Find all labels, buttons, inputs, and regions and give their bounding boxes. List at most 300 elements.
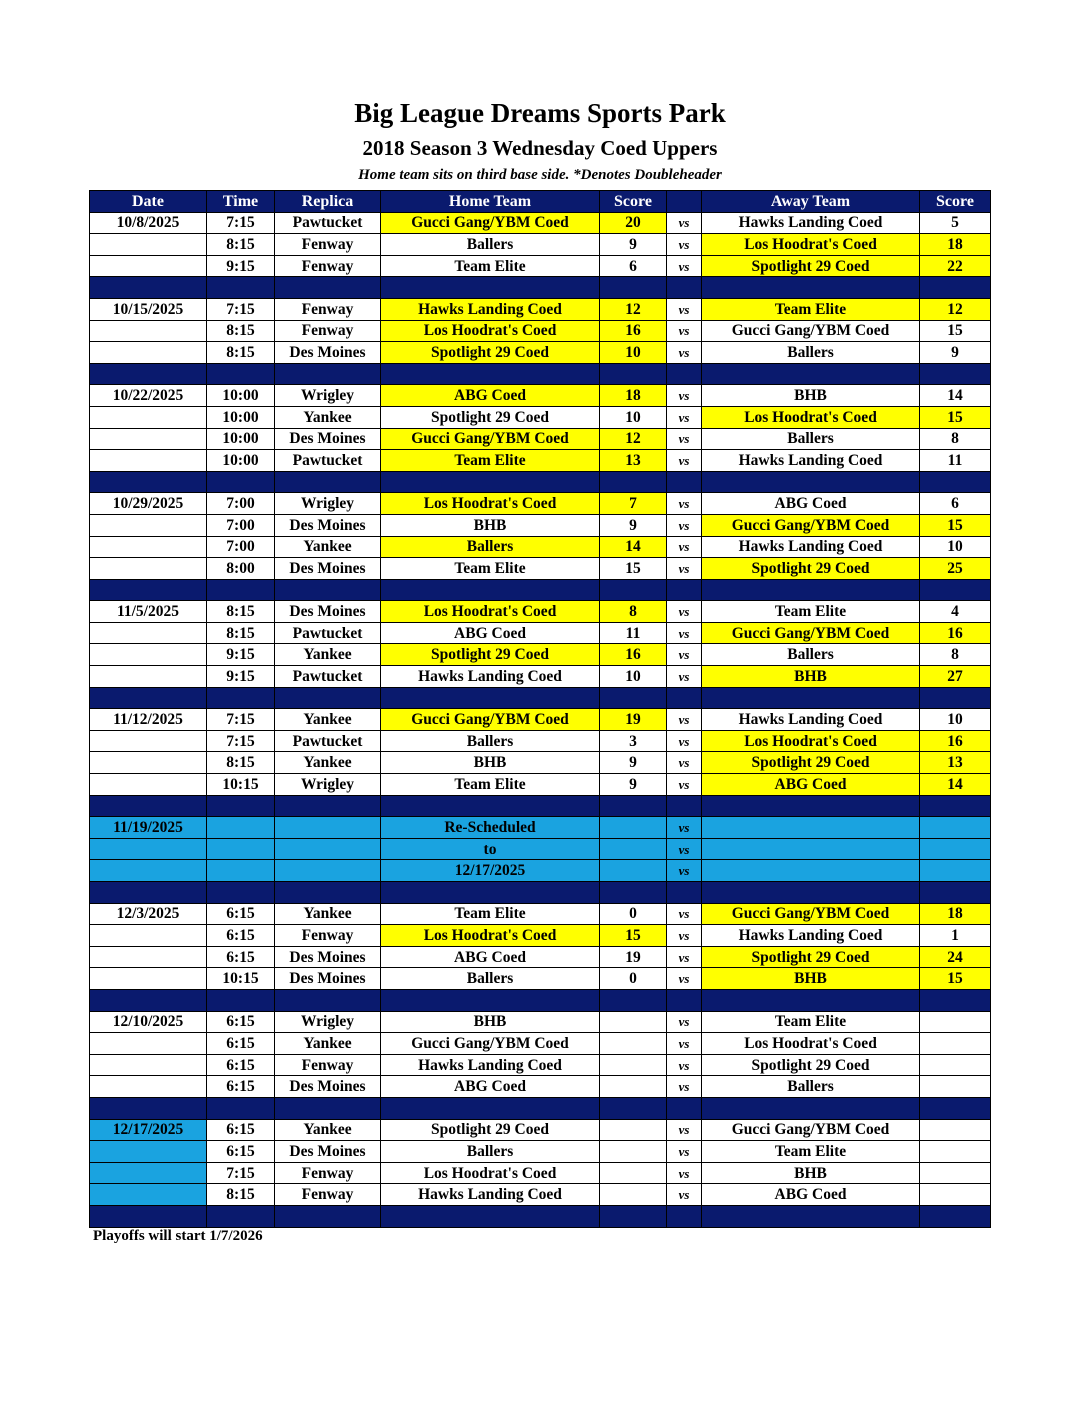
home-team-cell: Team Elite <box>381 255 600 277</box>
game-row <box>90 730 991 752</box>
game-row <box>90 298 991 320</box>
week-separator <box>90 795 991 817</box>
game-row <box>90 493 991 515</box>
date-cell: 12/17/2025 <box>90 1119 207 1141</box>
home-score-cell: 12 <box>600 428 667 450</box>
home-score-cell: 3 <box>600 730 667 752</box>
time-cell: 7:00 <box>207 514 275 536</box>
page-title: Big League Dreams Sports Park <box>354 98 726 128</box>
separator-cell <box>920 687 991 709</box>
replica-cell: Pawtucket <box>275 450 381 472</box>
home-team-cell: Spotlight 29 Coed <box>381 342 600 364</box>
game-row <box>90 428 991 450</box>
away-team-cell: Spotlight 29 Coed <box>702 1054 920 1076</box>
replica-cell <box>275 860 381 882</box>
game-row <box>90 385 991 407</box>
date-cell: 10/15/2025 <box>90 298 207 320</box>
away-score-cell: 14 <box>920 774 991 796</box>
replica-cell: Wrigley <box>275 1011 381 1033</box>
home-score-cell <box>600 860 667 882</box>
separator-cell <box>207 1205 275 1227</box>
away-score-cell: 15 <box>920 406 991 428</box>
time-cell: 6:15 <box>207 1076 275 1098</box>
separator-cell <box>667 363 702 385</box>
home-score-cell <box>600 1076 667 1098</box>
separator-cell <box>381 795 600 817</box>
separator-cell <box>275 1205 381 1227</box>
home-team-cell: Ballers <box>381 234 600 256</box>
home-team-cell: Ballers <box>381 968 600 990</box>
week-separator <box>90 579 991 601</box>
vs-cell: vs <box>667 644 702 666</box>
home-score-cell <box>600 1054 667 1076</box>
separator-cell <box>207 363 275 385</box>
time-cell: 10:00 <box>207 450 275 472</box>
game-row <box>90 666 991 688</box>
vs-cell: vs <box>667 234 702 256</box>
separator-cell <box>275 882 381 904</box>
away-score-cell <box>920 1184 991 1206</box>
away-score-cell: 12 <box>920 298 991 320</box>
schedule-body <box>90 212 991 1227</box>
vs-cell: vs <box>667 428 702 450</box>
game-row <box>90 1054 991 1076</box>
date-cell: 10/29/2025 <box>90 493 207 515</box>
away-score-cell: 16 <box>920 730 991 752</box>
away-team-cell: Hawks Landing Coed <box>702 212 920 234</box>
away-team-cell: Team Elite <box>702 1011 920 1033</box>
away-team-cell: BHB <box>702 385 920 407</box>
game-row <box>90 838 991 860</box>
replica-cell: Des Moines <box>275 514 381 536</box>
game-row <box>90 860 991 882</box>
home-score-cell <box>600 1011 667 1033</box>
time-cell: 8:00 <box>207 558 275 580</box>
time-cell: 6:15 <box>207 925 275 947</box>
away-score-cell: 6 <box>920 493 991 515</box>
away-score-cell: 15 <box>920 320 991 342</box>
vs-cell: vs <box>667 925 702 947</box>
away-score-cell: 15 <box>920 968 991 990</box>
separator-cell <box>275 277 381 299</box>
away-team-cell <box>702 838 920 860</box>
away-score-cell: 5 <box>920 212 991 234</box>
game-row <box>90 644 991 666</box>
replica-cell: Des Moines <box>275 428 381 450</box>
separator-cell <box>275 989 381 1011</box>
away-team-cell: Spotlight 29 Coed <box>702 752 920 774</box>
time-cell: 7:15 <box>207 212 275 234</box>
separator-cell <box>90 1205 207 1227</box>
separator-cell <box>667 882 702 904</box>
date-cell <box>90 234 207 256</box>
away-team-cell: Los Hoodrat's Coed <box>702 1033 920 1055</box>
replica-cell: Yankee <box>275 752 381 774</box>
vs-cell: vs <box>667 860 702 882</box>
home-team-cell: Gucci Gang/YBM Coed <box>381 212 600 234</box>
away-team-cell: Gucci Gang/YBM Coed <box>702 320 920 342</box>
separator-cell <box>667 471 702 493</box>
time-cell: 7:15 <box>207 1162 275 1184</box>
col-date: Date <box>90 191 207 213</box>
replica-cell: Des Moines <box>275 342 381 364</box>
vs-cell: vs <box>667 1119 702 1141</box>
date-cell <box>90 255 207 277</box>
date-cell <box>90 1076 207 1098</box>
separator-cell <box>90 687 207 709</box>
home-team-cell: Re-Scheduled <box>381 817 600 839</box>
week-separator <box>90 1097 991 1119</box>
home-team-cell: ABG Coed <box>381 946 600 968</box>
date-cell: 12/3/2025 <box>90 903 207 925</box>
game-row <box>90 709 991 731</box>
away-team-cell: Spotlight 29 Coed <box>702 255 920 277</box>
home-score-cell: 16 <box>600 644 667 666</box>
col-home-team: Home Team <box>381 191 600 213</box>
home-score-cell: 10 <box>600 342 667 364</box>
separator-cell <box>702 687 920 709</box>
away-score-cell <box>920 1033 991 1055</box>
time-cell: 7:00 <box>207 536 275 558</box>
away-team-cell: BHB <box>702 1162 920 1184</box>
date-cell <box>90 536 207 558</box>
replica-cell: Des Moines <box>275 601 381 623</box>
home-team-cell: ABG Coed <box>381 385 600 407</box>
home-score-cell <box>600 838 667 860</box>
game-row <box>90 1184 991 1206</box>
replica-cell: Yankee <box>275 536 381 558</box>
home-team-cell: ABG Coed <box>381 622 600 644</box>
separator-cell <box>702 277 920 299</box>
separator-cell <box>702 1097 920 1119</box>
replica-cell: Yankee <box>275 709 381 731</box>
week-separator <box>90 363 991 385</box>
home-team-cell: Team Elite <box>381 450 600 472</box>
separator-cell <box>275 795 381 817</box>
game-row <box>90 946 991 968</box>
date-cell <box>90 925 207 947</box>
date-cell <box>90 1033 207 1055</box>
away-score-cell: 13 <box>920 752 991 774</box>
vs-cell: vs <box>667 1184 702 1206</box>
replica-cell: Fenway <box>275 1184 381 1206</box>
away-score-cell <box>920 1054 991 1076</box>
home-score-cell: 20 <box>600 212 667 234</box>
separator-cell <box>207 882 275 904</box>
separator-cell <box>920 471 991 493</box>
away-team-cell: ABG Coed <box>702 774 920 796</box>
time-cell: 9:15 <box>207 644 275 666</box>
away-score-cell: 14 <box>920 385 991 407</box>
separator-cell <box>275 471 381 493</box>
date-cell <box>90 666 207 688</box>
home-score-cell: 7 <box>600 493 667 515</box>
away-team-cell: Spotlight 29 Coed <box>702 558 920 580</box>
separator-cell <box>667 277 702 299</box>
vs-cell: vs <box>667 1011 702 1033</box>
game-row <box>90 1119 991 1141</box>
home-team-cell: ABG Coed <box>381 1076 600 1098</box>
away-team-cell: Ballers <box>702 428 920 450</box>
date-cell <box>90 860 207 882</box>
home-score-cell: 6 <box>600 255 667 277</box>
vs-cell: vs <box>667 342 702 364</box>
week-separator <box>90 882 991 904</box>
playoffs-note: Playoffs will start 1/7/2026 <box>93 1228 263 1244</box>
col-away-team: Away Team <box>702 191 920 213</box>
away-score-cell: 1 <box>920 925 991 947</box>
col-vs <box>667 191 702 213</box>
time-cell: 8:15 <box>207 1184 275 1206</box>
vs-cell: vs <box>667 558 702 580</box>
away-score-cell <box>920 860 991 882</box>
replica-cell: Fenway <box>275 925 381 947</box>
away-team-cell: Team Elite <box>702 1141 920 1163</box>
home-score-cell: 8 <box>600 601 667 623</box>
separator-cell <box>381 471 600 493</box>
replica-cell: Pawtucket <box>275 212 381 234</box>
home-team-cell: Los Hoodrat's Coed <box>381 601 600 623</box>
home-team-cell: Los Hoodrat's Coed <box>381 320 600 342</box>
game-row <box>90 342 991 364</box>
date-cell <box>90 838 207 860</box>
week-separator <box>90 1205 991 1227</box>
time-cell: 10:00 <box>207 428 275 450</box>
away-score-cell: 10 <box>920 536 991 558</box>
home-score-cell: 0 <box>600 903 667 925</box>
home-team-cell: Team Elite <box>381 774 600 796</box>
date-cell: 11/12/2025 <box>90 709 207 731</box>
time-cell <box>207 838 275 860</box>
separator-cell <box>667 1097 702 1119</box>
game-row <box>90 968 991 990</box>
separator-cell <box>600 363 667 385</box>
away-score-cell: 9 <box>920 342 991 364</box>
home-score-cell: 9 <box>600 752 667 774</box>
time-cell <box>207 817 275 839</box>
away-team-cell: Hawks Landing Coed <box>702 709 920 731</box>
time-cell: 6:15 <box>207 946 275 968</box>
home-team-cell: Ballers <box>381 536 600 558</box>
home-team-cell: Gucci Gang/YBM Coed <box>381 428 600 450</box>
col-time: Time <box>207 191 275 213</box>
separator-cell <box>381 363 600 385</box>
home-score-cell: 15 <box>600 558 667 580</box>
away-team-cell: BHB <box>702 666 920 688</box>
replica-cell <box>275 817 381 839</box>
game-row <box>90 903 991 925</box>
separator-cell <box>920 363 991 385</box>
separator-cell <box>702 579 920 601</box>
away-score-cell: 15 <box>920 514 991 536</box>
replica-cell: Des Moines <box>275 1076 381 1098</box>
page-note: Home team sits on third base side. *Denotes Doubleheader <box>358 167 722 183</box>
separator-cell <box>275 1097 381 1119</box>
date-cell <box>90 1141 207 1163</box>
game-row <box>90 514 991 536</box>
away-score-cell: 8 <box>920 644 991 666</box>
game-row <box>90 817 991 839</box>
replica-cell: Yankee <box>275 1033 381 1055</box>
time-cell: 8:15 <box>207 320 275 342</box>
time-cell: 6:15 <box>207 1033 275 1055</box>
away-team-cell: Ballers <box>702 342 920 364</box>
separator-cell <box>381 882 600 904</box>
separator-cell <box>702 1205 920 1227</box>
vs-cell: vs <box>667 1054 702 1076</box>
date-cell: 12/10/2025 <box>90 1011 207 1033</box>
home-score-cell <box>600 1119 667 1141</box>
away-score-cell <box>920 1076 991 1098</box>
replica-cell: Des Moines <box>275 968 381 990</box>
away-team-cell: Ballers <box>702 1076 920 1098</box>
game-row <box>90 1011 991 1033</box>
separator-cell <box>381 579 600 601</box>
home-score-cell: 18 <box>600 385 667 407</box>
away-score-cell <box>920 1011 991 1033</box>
time-cell: 6:15 <box>207 1119 275 1141</box>
vs-cell: vs <box>667 903 702 925</box>
time-cell: 7:15 <box>207 709 275 731</box>
home-team-cell: Hawks Landing Coed <box>381 1184 600 1206</box>
separator-cell <box>920 277 991 299</box>
away-score-cell: 4 <box>920 601 991 623</box>
date-cell: 10/8/2025 <box>90 212 207 234</box>
separator-cell <box>667 795 702 817</box>
replica-cell: Fenway <box>275 1162 381 1184</box>
home-score-cell <box>600 1033 667 1055</box>
home-score-cell: 9 <box>600 774 667 796</box>
col-home-score: Score <box>600 191 667 213</box>
separator-cell <box>920 989 991 1011</box>
vs-cell: vs <box>667 666 702 688</box>
away-team-cell: Ballers <box>702 644 920 666</box>
vs-cell: vs <box>667 752 702 774</box>
time-cell: 6:15 <box>207 1054 275 1076</box>
vs-cell: vs <box>667 493 702 515</box>
col-replica: Replica <box>275 191 381 213</box>
game-row <box>90 925 991 947</box>
date-cell <box>90 558 207 580</box>
vs-cell: vs <box>667 406 702 428</box>
replica-cell: Yankee <box>275 644 381 666</box>
home-score-cell: 10 <box>600 406 667 428</box>
separator-cell <box>275 579 381 601</box>
vs-cell: vs <box>667 255 702 277</box>
home-team-cell: Los Hoodrat's Coed <box>381 493 600 515</box>
time-cell: 9:15 <box>207 255 275 277</box>
home-team-cell: Hawks Landing Coed <box>381 298 600 320</box>
home-team-cell: to <box>381 838 600 860</box>
schedule-table <box>89 190 991 1228</box>
date-cell <box>90 1162 207 1184</box>
away-score-cell <box>920 1141 991 1163</box>
separator-cell <box>702 471 920 493</box>
date-cell: 11/19/2025 <box>90 817 207 839</box>
replica-cell: Fenway <box>275 255 381 277</box>
away-team-cell: BHB <box>702 968 920 990</box>
vs-cell: vs <box>667 298 702 320</box>
replica-cell: Yankee <box>275 903 381 925</box>
away-score-cell: 10 <box>920 709 991 731</box>
separator-cell <box>920 1097 991 1119</box>
separator-cell <box>702 882 920 904</box>
home-team-cell: Los Hoodrat's Coed <box>381 925 600 947</box>
separator-cell <box>207 471 275 493</box>
away-score-cell: 8 <box>920 428 991 450</box>
vs-cell: vs <box>667 320 702 342</box>
time-cell: 6:15 <box>207 903 275 925</box>
date-cell <box>90 622 207 644</box>
game-row <box>90 450 991 472</box>
time-cell: 8:15 <box>207 601 275 623</box>
away-team-cell: ABG Coed <box>702 1184 920 1206</box>
home-team-cell: Spotlight 29 Coed <box>381 1119 600 1141</box>
home-score-cell: 9 <box>600 234 667 256</box>
date-cell <box>90 1054 207 1076</box>
separator-cell <box>600 795 667 817</box>
time-cell: 8:15 <box>207 752 275 774</box>
away-score-cell: 16 <box>920 622 991 644</box>
time-cell: 7:00 <box>207 493 275 515</box>
home-team-cell: BHB <box>381 514 600 536</box>
date-cell <box>90 514 207 536</box>
game-row <box>90 1141 991 1163</box>
vs-cell: vs <box>667 514 702 536</box>
home-team-cell: Gucci Gang/YBM Coed <box>381 1033 600 1055</box>
home-team-cell: Ballers <box>381 1141 600 1163</box>
separator-cell <box>275 687 381 709</box>
separator-cell <box>207 795 275 817</box>
home-score-cell: 19 <box>600 709 667 731</box>
game-row <box>90 1076 991 1098</box>
separator-cell <box>702 795 920 817</box>
separator-cell <box>381 1205 600 1227</box>
separator-cell <box>600 989 667 1011</box>
time-cell: 7:15 <box>207 298 275 320</box>
separator-cell <box>381 1097 600 1119</box>
home-score-cell <box>600 817 667 839</box>
replica-cell: Fenway <box>275 320 381 342</box>
vs-cell: vs <box>667 536 702 558</box>
away-team-cell: Hawks Landing Coed <box>702 536 920 558</box>
home-score-cell <box>600 1162 667 1184</box>
replica-cell: Pawtucket <box>275 666 381 688</box>
separator-cell <box>600 277 667 299</box>
time-cell: 10:15 <box>207 968 275 990</box>
home-score-cell: 13 <box>600 450 667 472</box>
away-team-cell: Los Hoodrat's Coed <box>702 730 920 752</box>
separator-cell <box>920 882 991 904</box>
replica-cell: Yankee <box>275 406 381 428</box>
home-score-cell: 14 <box>600 536 667 558</box>
vs-cell: vs <box>667 212 702 234</box>
separator-cell <box>920 1205 991 1227</box>
game-row <box>90 1033 991 1055</box>
date-cell <box>90 644 207 666</box>
date-cell <box>90 752 207 774</box>
home-score-cell: 11 <box>600 622 667 644</box>
vs-cell: vs <box>667 1141 702 1163</box>
home-score-cell <box>600 1141 667 1163</box>
vs-cell: vs <box>667 817 702 839</box>
away-score-cell: 18 <box>920 234 991 256</box>
date-cell <box>90 946 207 968</box>
away-team-cell: Los Hoodrat's Coed <box>702 234 920 256</box>
week-separator <box>90 277 991 299</box>
home-team-cell: Spotlight 29 Coed <box>381 406 600 428</box>
home-score-cell: 0 <box>600 968 667 990</box>
